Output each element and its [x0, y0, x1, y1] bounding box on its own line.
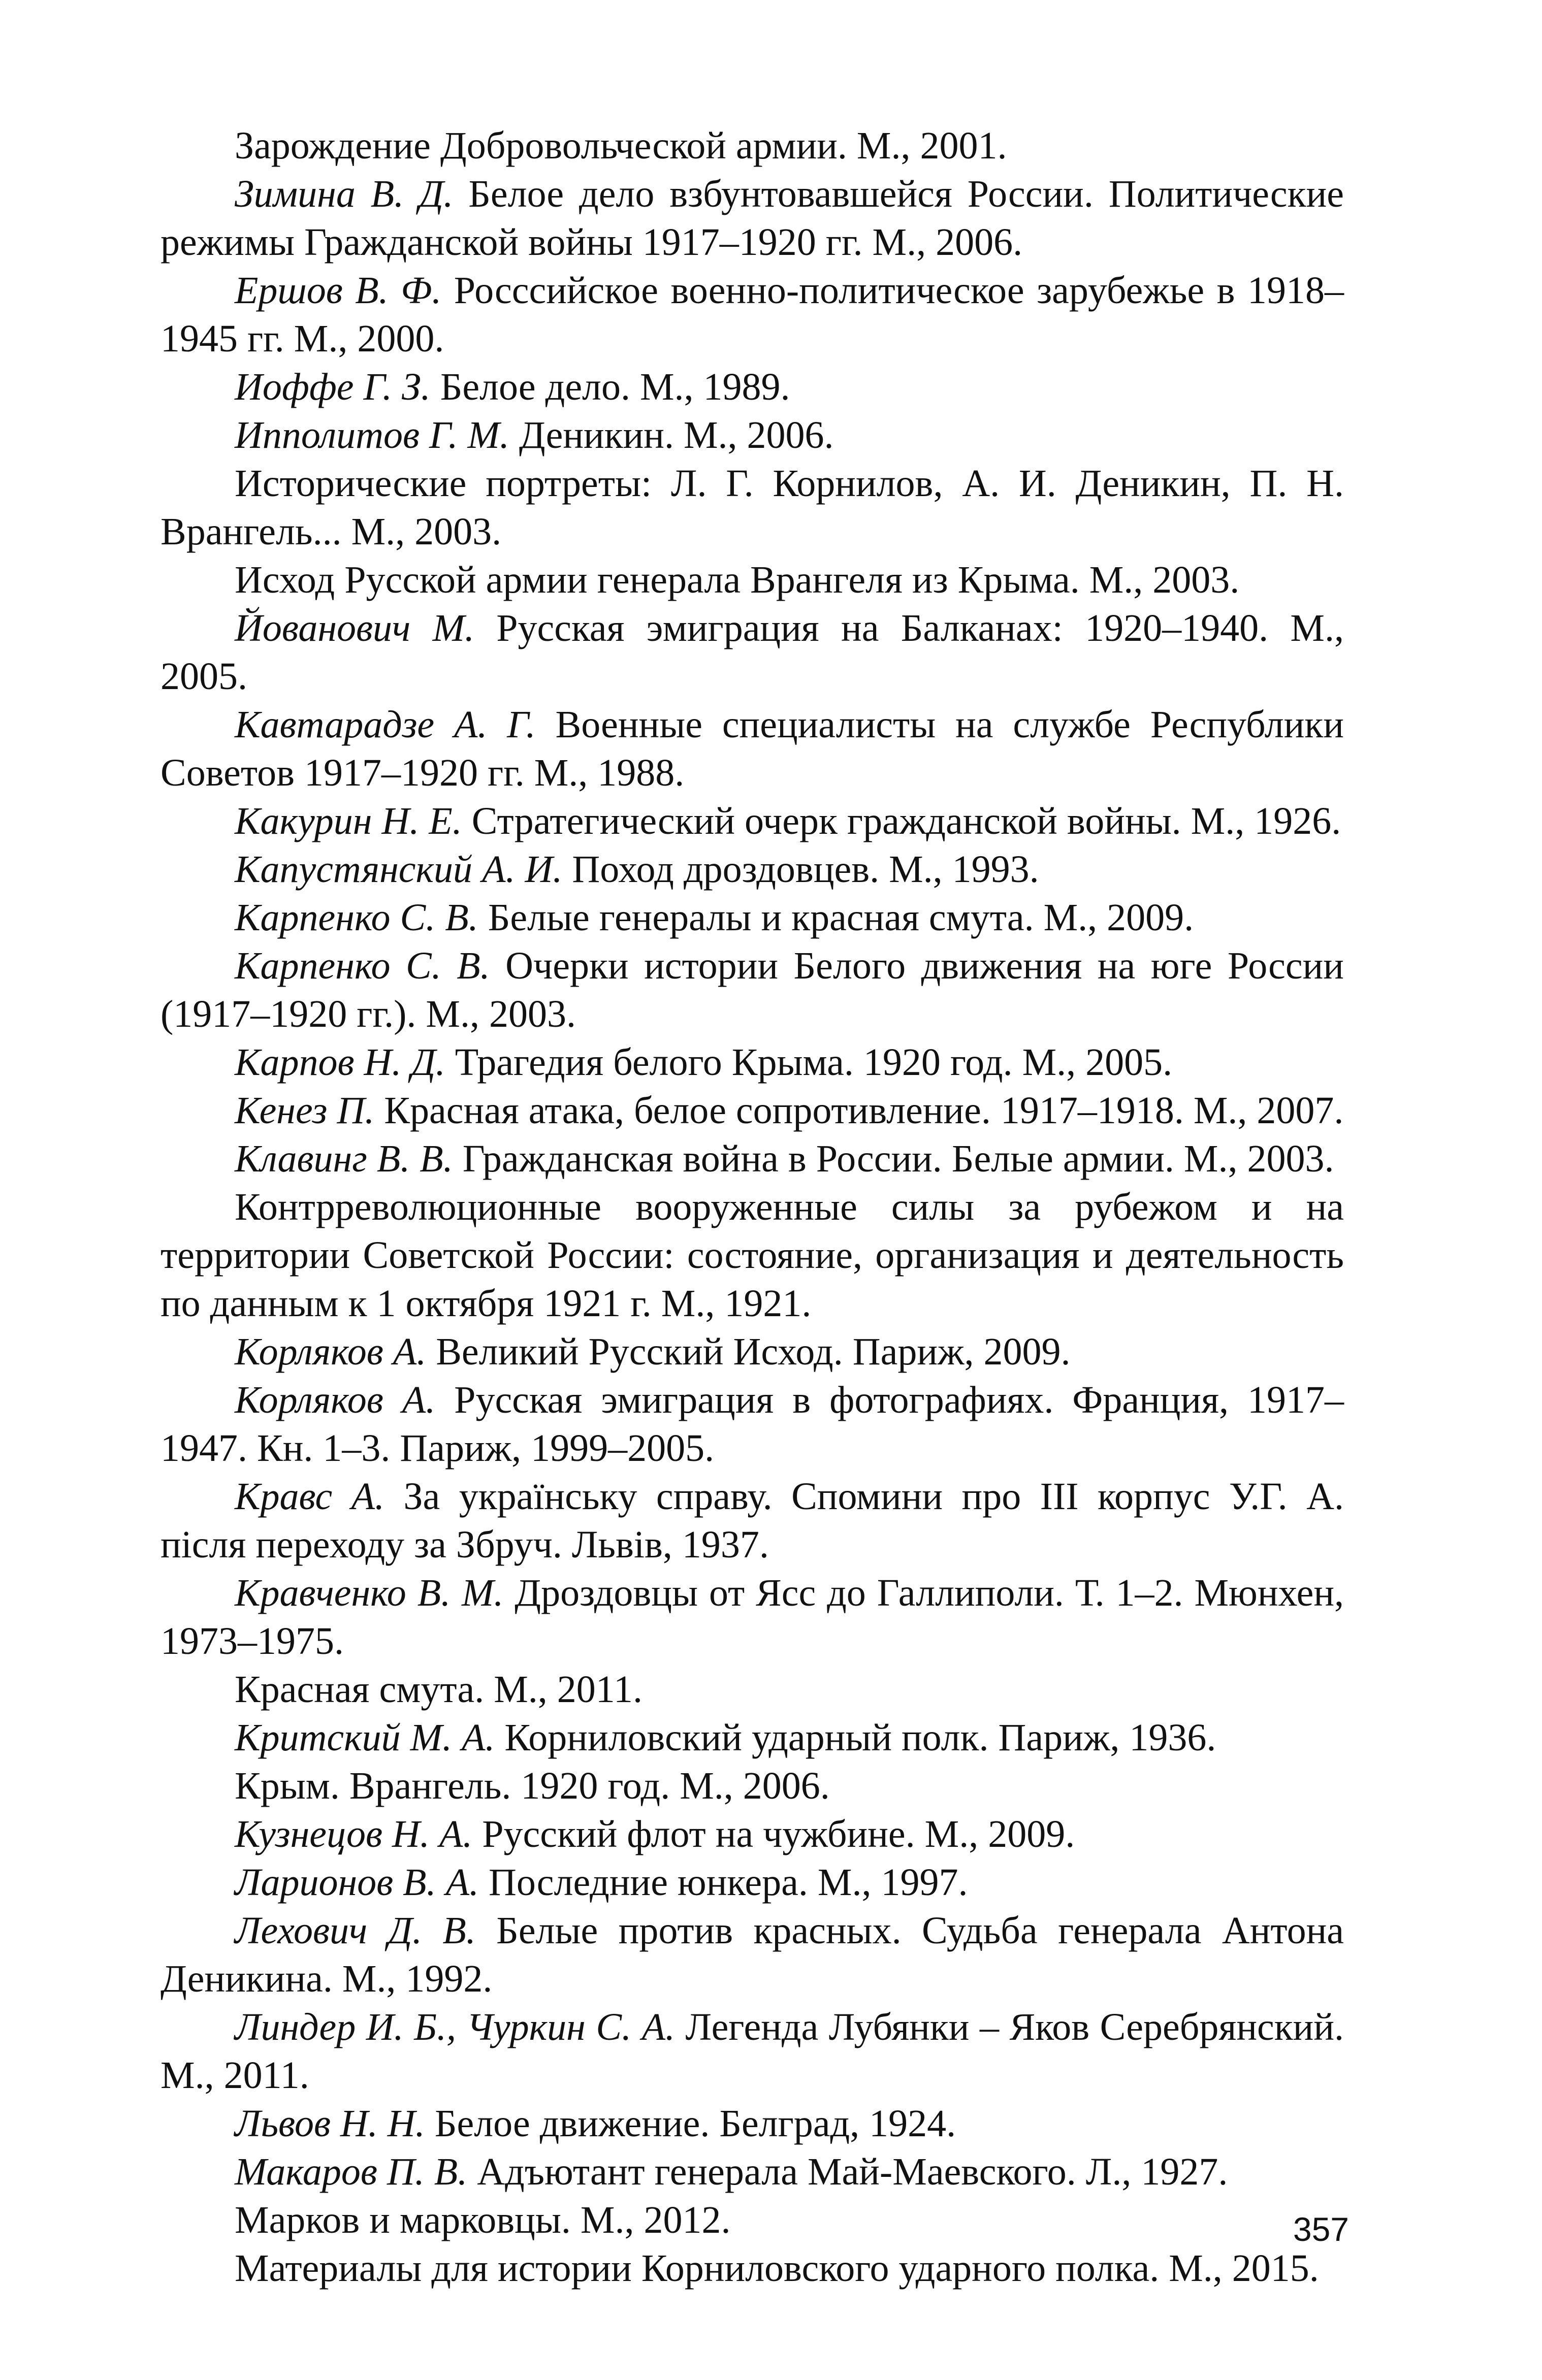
bibliography-entry — [160, 797, 1344, 845]
entry-text: Великий Русский Исход. Париж, 2009. — [426, 1330, 1071, 1373]
entry-author: Ларионов В. А. — [235, 1861, 479, 1904]
entry-text: Белые против красных. Судьба генерала Антона Деникина. М., 1992. — [160, 1909, 1344, 2000]
entry-author: Кравс А. — [235, 1475, 385, 1518]
entry-author: Карпов Н. Д. — [235, 1041, 445, 1084]
entry-text: Последние юнкера. М., 1997. — [479, 1861, 968, 1904]
entry-author: Линдер И. Б., Чуркин С. А. — [235, 2006, 676, 2048]
entry-text: Красная атака, белое сопротивление. 1917–1918. М., 2007. — [374, 1089, 1344, 1132]
bibliography-entry — [160, 2003, 1344, 2100]
bibliography-entry — [160, 267, 1344, 363]
entry-author: Корляков А. — [235, 1379, 436, 1421]
bibliography-entry — [160, 894, 1344, 942]
entry-author: Макаров П. В. — [235, 2150, 468, 2193]
entry-author: Ипполитов Г. М. — [235, 414, 509, 457]
entry-author: Львов Н. Н. — [235, 2102, 425, 2145]
entry-text: Корниловский ударный полк. Париж, 1936. — [495, 1716, 1216, 1759]
entry-text: Зарождение Добровольческой армии. М., 2001. — [235, 124, 1007, 167]
bibliography-entry — [160, 363, 1344, 411]
entry-author: Йованович М. — [235, 607, 474, 649]
entry-text: Легенда Лубянки – Яков Серебрянский. М., 2011. — [160, 2006, 1344, 2097]
entry-text: Росссийское военно-политическое зарубежье в 1918–1945 гг. М., 2000. — [160, 269, 1344, 360]
entry-text: Русский флот на чужбине. М., 2009. — [472, 1813, 1075, 1855]
entry-text: Очерки истории Белого движения на юге России (1917–1920 гг.). М., 2003. — [160, 944, 1344, 1035]
entry-text: Гражданская война в России. Белые армии. М., 2003. — [453, 1137, 1334, 1180]
entry-text: Военные специалисты на службе Республики Советов 1917–1920 гг. М., 1988. — [160, 703, 1344, 794]
bibliography-entry — [160, 2244, 1344, 2293]
entry-text: За українську справу. Спомини про III корпус У.Г. А. після переходу за Збруч. Львів, 1937. — [160, 1475, 1344, 1566]
entry-text: Красная смута. М., 2011. — [235, 1668, 642, 1711]
entry-author: Иоффе Г. З. — [235, 366, 431, 408]
bibliography-entry — [160, 2196, 1344, 2244]
entry-text: Поход дроздовцев. М., 1993. — [562, 848, 1039, 891]
entry-text: Контрреволюционные вооруженные силы за рубежом и на территории Советской России: состояние, организация и деятельность по данным к 1 октября 1921 г. М., 1921. — [160, 1186, 1344, 1325]
bibliography-entry — [160, 1038, 1344, 1087]
bibliography-entry — [160, 604, 1344, 701]
bibliography-entry — [160, 1473, 1344, 1569]
entry-author: Критский М. А. — [235, 1716, 495, 1759]
entry-text: Белое дело взбунтовавшейся России. Политические режимы Гражданской войны 1917–1920 гг. М., 2006. — [160, 173, 1344, 264]
bibliography-entry — [160, 1135, 1344, 1183]
bibliography-entry — [160, 1376, 1344, 1473]
bibliography-entry — [160, 1762, 1344, 1810]
entry-text: Исход Русской армии генерала Врангеля из Крыма. М., 2003. — [235, 559, 1240, 601]
entry-text: Белое дело. М., 1989. — [430, 366, 790, 408]
bibliography-entry — [160, 1183, 1344, 1328]
entry-author: Кузнецов Н. А. — [235, 1813, 473, 1855]
bibliography-entry — [160, 701, 1344, 797]
bibliography-entry — [160, 122, 1344, 170]
bibliography-entry — [160, 556, 1344, 604]
bibliography-entry — [160, 1907, 1344, 2003]
entry-text: Трагедия белого Крыма. 1920 год. М., 2005. — [445, 1041, 1173, 1084]
entry-author: Корляков А. — [235, 1330, 427, 1373]
entry-text: Дроздовцы от Ясс до Галлиполи. Т. 1–2. Мюнхен, 1973–1975. — [160, 1572, 1344, 1662]
page-number: 357 — [1293, 2210, 1349, 2248]
bibliography-entry — [160, 411, 1344, 460]
entry-author: Кенез П. — [235, 1089, 375, 1132]
entry-text: Стратегический очерк гражданской войны. М., 1926. — [462, 800, 1341, 842]
entry-text: Белые генералы и красная смута. М., 2009. — [478, 896, 1194, 939]
entry-author: Ершов В. Ф. — [235, 269, 442, 312]
entry-text: Белое движение. Белград, 1924. — [425, 2102, 956, 2145]
entry-author: Зимина В. Д. — [235, 173, 454, 215]
entry-text: Марков и марковцы. М., 2012. — [235, 2199, 731, 2241]
entry-author: Клавинг В. В. — [235, 1137, 453, 1180]
entry-text: Адъютант генерала Май-Маевского. Л., 1927. — [467, 2150, 1228, 2193]
bibliography-entry — [160, 1666, 1344, 1714]
entry-author: Кавтарадзе А. Г. — [235, 703, 536, 746]
bibliography-entry — [160, 942, 1344, 1038]
entry-text: Материалы для истории Корниловского ударного полка. М., 2015. — [235, 2247, 1319, 2290]
entry-text: Русская эмиграция в фотографиях. Франция, 1917–1947. Кн. 1–3. Париж, 1999–2005. — [160, 1379, 1344, 1470]
bibliography-entry — [160, 460, 1344, 556]
entry-text: Крым. Врангель. 1920 год. М., 2006. — [235, 1765, 830, 1807]
bibliography-entry — [160, 1087, 1344, 1135]
bibliography-entry — [160, 1569, 1344, 1666]
entry-text: Исторические портреты: Л. Г. Корнилов, А. И. Деникин, П. Н. Врангель... М., 2003. — [160, 462, 1344, 553]
entry-author: Какурин Н. Е. — [235, 800, 462, 842]
entry-author: Капустянский А. И. — [235, 848, 563, 891]
entry-author: Карпенко С. В. — [235, 944, 490, 987]
bibliography-entry — [160, 1328, 1344, 1376]
entry-text: Деникин. М., 2006. — [509, 414, 834, 457]
entry-text: Русская эмиграция на Балканах: 1920–1940. М., 2005. — [160, 607, 1344, 698]
entry-author: Лехович Д. В. — [235, 1909, 476, 1952]
entry-author: Карпенко С. В. — [235, 896, 478, 939]
bibliography-entry — [160, 2100, 1344, 2148]
bibliography-entry — [160, 1714, 1344, 1762]
bibliography-entry — [160, 1810, 1344, 1859]
entry-author: Кравченко В. М. — [235, 1572, 504, 1614]
bibliography-entry — [160, 170, 1344, 267]
bibliography-entry — [160, 845, 1344, 894]
bibliography-entry — [160, 1859, 1344, 1907]
bibliography-list — [160, 122, 1344, 2293]
bibliography-entry — [160, 2148, 1344, 2196]
